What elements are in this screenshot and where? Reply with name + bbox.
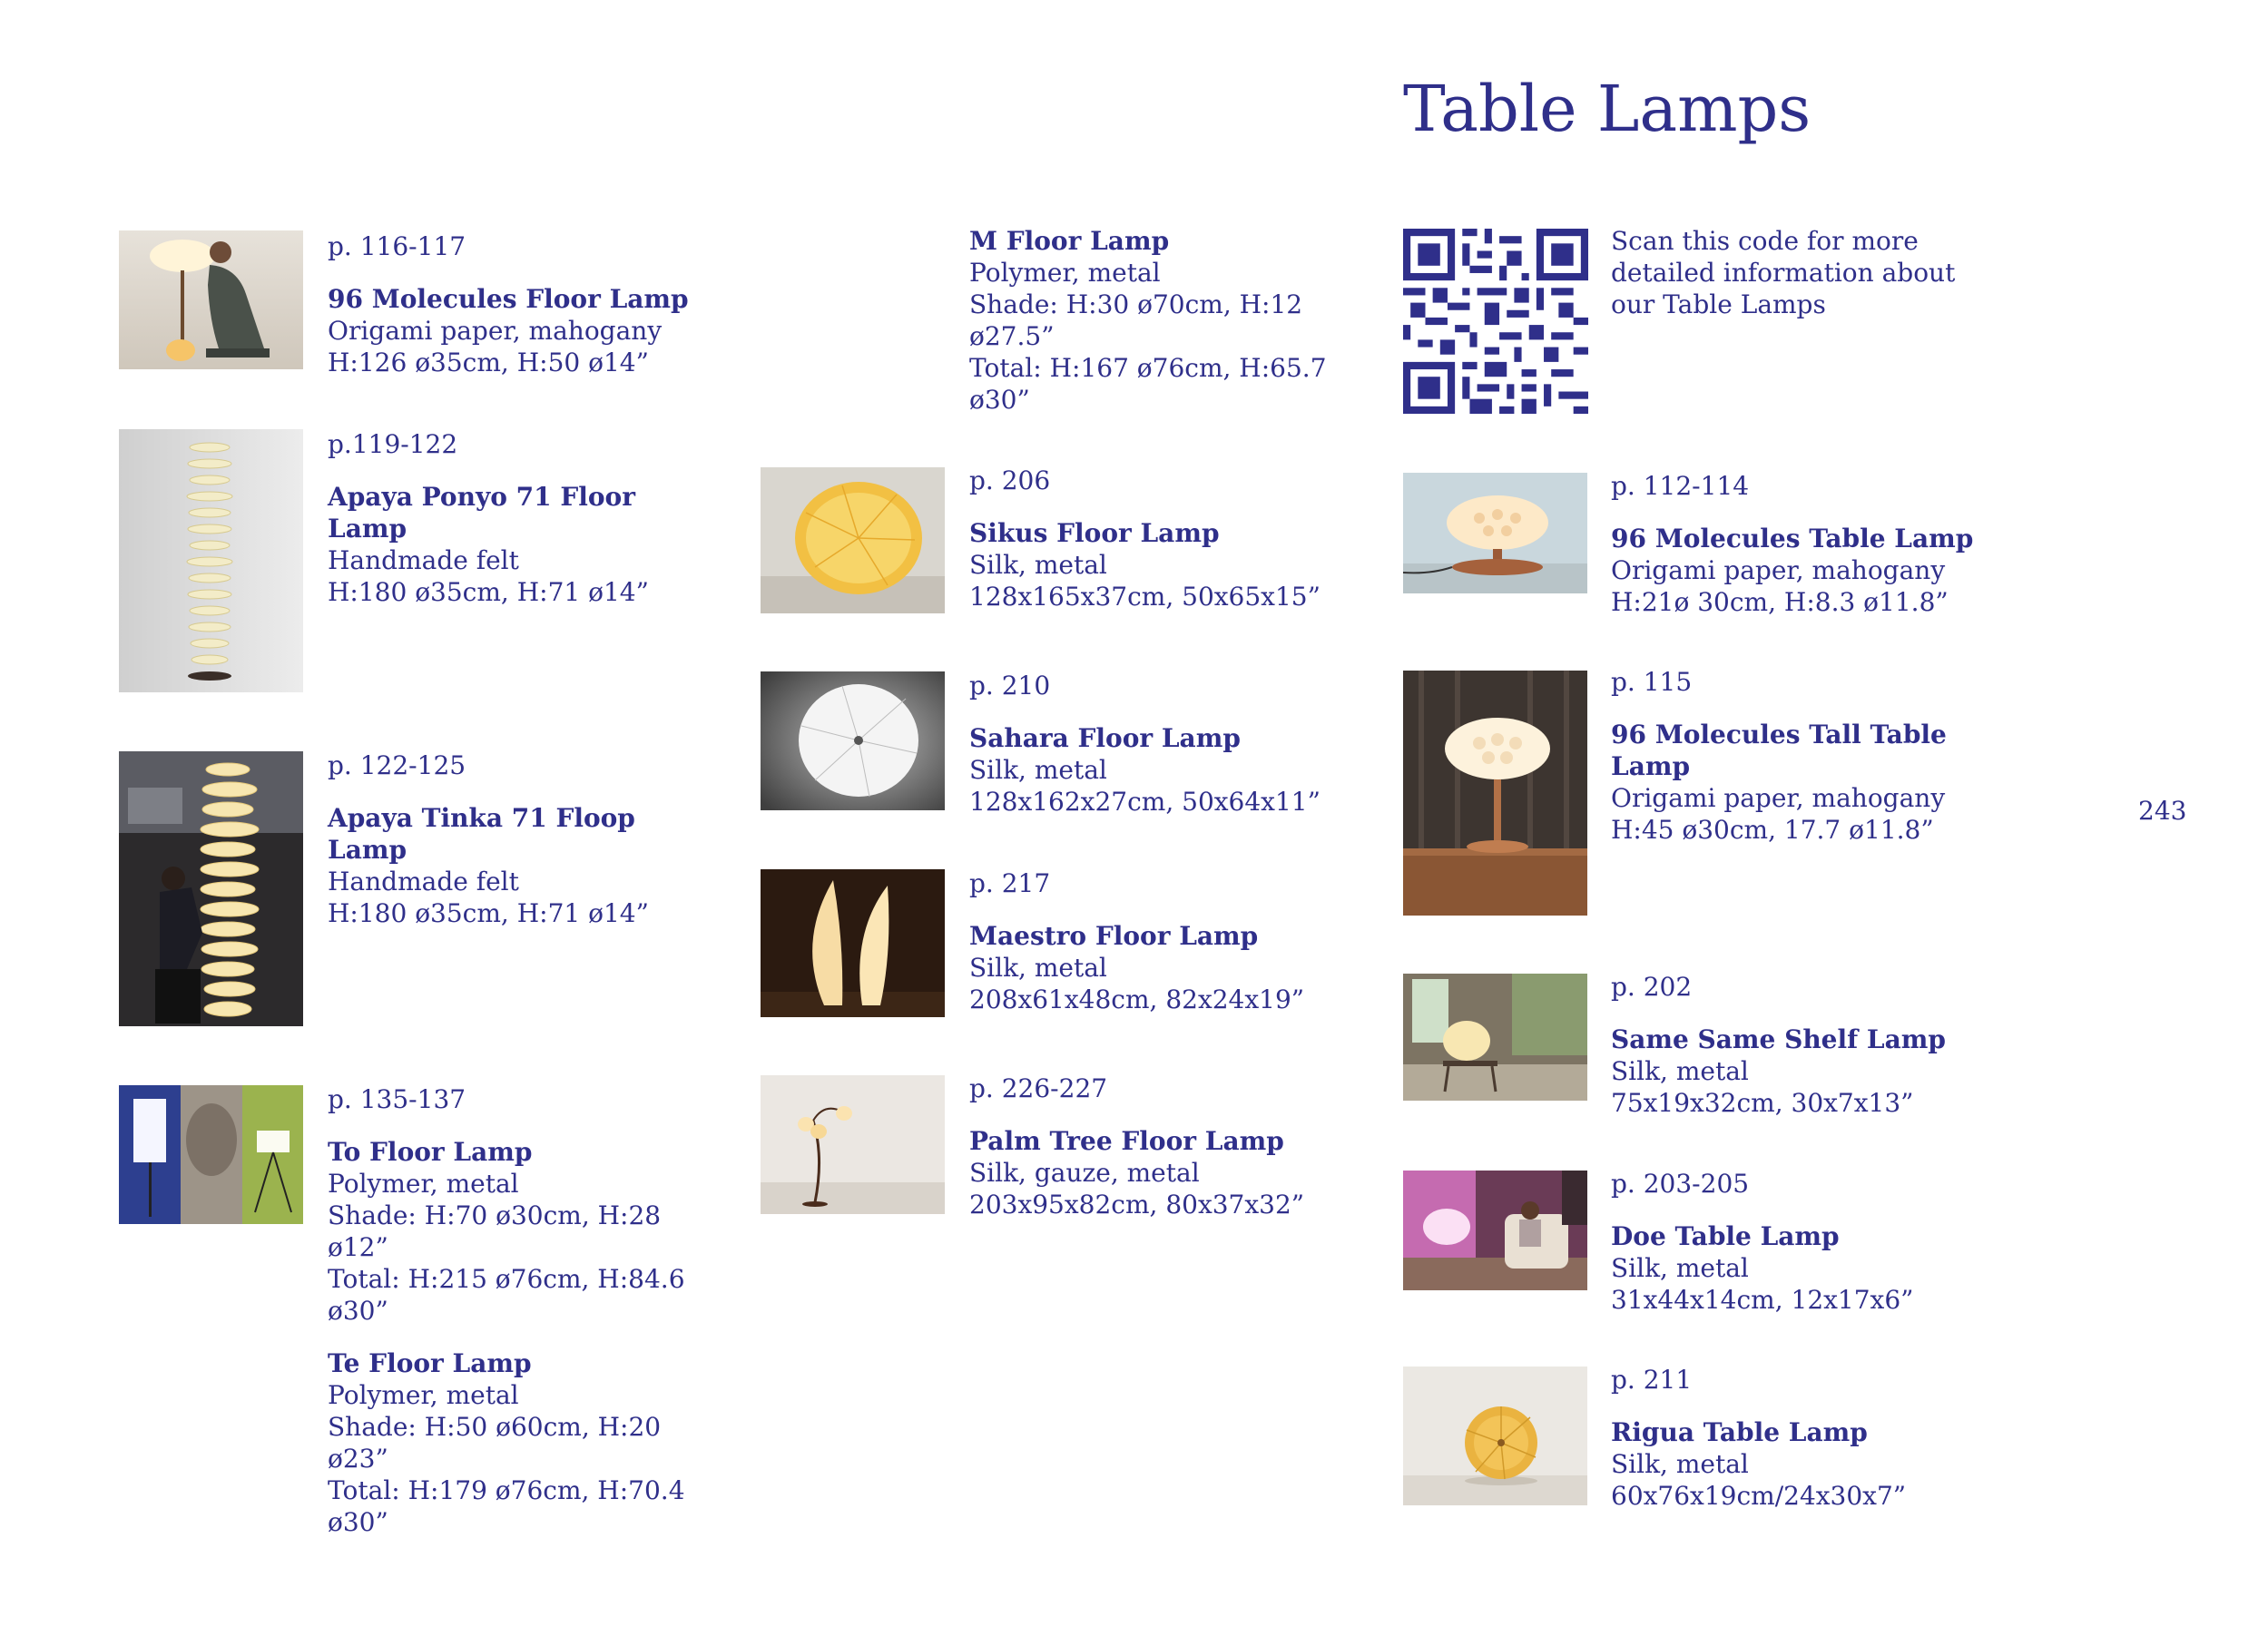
product-name: 96 Molecules Table Lamp: [1611, 524, 1974, 553]
page-reference: p. 211: [1611, 1365, 1693, 1395]
product-material: Silk, metal: [969, 550, 1107, 580]
page-reference: p. 116-117: [328, 231, 466, 261]
product-photo-96-molecules-floor-lamp: [119, 230, 303, 369]
product-photo-96-molecules-tall-table-lamp: [1403, 671, 1587, 916]
product-photo-sikus-floor-lamp: [761, 467, 945, 613]
page-reference: p. 217: [969, 868, 1051, 898]
product-material: Origami paper, mahogany: [1611, 783, 1946, 813]
product-name: Rigua Table Lamp: [1611, 1417, 1868, 1447]
qr-code[interactable]: [1403, 229, 1588, 414]
product-dimensions: Total: H:179 ø76cm, H:70.4: [328, 1475, 685, 1505]
product-name: Doe Table Lamp: [1611, 1221, 1840, 1251]
qr-caption-line: our Table Lamps: [1611, 289, 1826, 319]
product-dimensions: Total: H:167 ø76cm, H:65.7: [969, 353, 1327, 383]
product-material: Silk, metal: [1611, 1253, 1749, 1283]
product-dimensions: 128x165x37cm, 50x65x15”: [969, 582, 1321, 612]
product-photo-doe-table-lamp: [1403, 1171, 1587, 1290]
product-photo-to-te-floor-lamp: [119, 1085, 303, 1224]
product-material: Origami paper, mahogany: [1611, 555, 1946, 585]
product-material: Polymer, metal: [328, 1380, 519, 1410]
product-dimensions: ø30”: [328, 1507, 388, 1537]
product-entry: [969, 1073, 1332, 1220]
product-entry: [1611, 666, 1974, 846]
product-entry: [969, 867, 1332, 1015]
product-material: Polymer, metal: [969, 258, 1161, 288]
product-name: Sahara Floor Lamp: [969, 723, 1241, 753]
product-entry: [1611, 470, 1974, 618]
page-reference: p. 210: [969, 671, 1051, 700]
product-photo-rigua-table-lamp: [1403, 1367, 1587, 1505]
product-name: Apaya Tinka 71 Floop: [328, 803, 635, 833]
product-photo-maestro-floor-lamp: [761, 869, 945, 1017]
product-name: Palm Tree Floor Lamp: [969, 1126, 1284, 1156]
page-reference: p. 122-125: [328, 750, 466, 780]
product-name: Lamp: [328, 835, 407, 865]
product-name: To Floor Lamp: [328, 1137, 533, 1167]
product-photo-96-molecules-table-lamp: [1403, 473, 1587, 593]
product-name: Apaya Ponyo 71 Floor: [328, 482, 635, 512]
page-reference: p. 112-114: [1611, 471, 1750, 501]
product-photo-same-same-shelf-lamp: [1403, 974, 1587, 1101]
qr-caption-line: detailed information about: [1611, 258, 1956, 288]
product-name: Sikus Floor Lamp: [969, 518, 1220, 548]
page-reference: p. 115: [1611, 667, 1693, 697]
product-material: Silk, metal: [1611, 1449, 1749, 1479]
product-entry: [328, 1083, 691, 1538]
product-name: Same Same Shelf Lamp: [1611, 1024, 1946, 1054]
page-number: 243: [2138, 796, 2187, 826]
product-entry: [1611, 971, 1974, 1119]
product-name: Lamp: [1611, 751, 1691, 781]
product-material: Handmade felt: [328, 545, 519, 575]
product-name: M Floor Lamp: [969, 226, 1170, 256]
product-name: Lamp: [328, 514, 407, 544]
product-dimensions: H:180 ø35cm, H:71 ø14”: [328, 898, 649, 928]
product-dimensions: ø12”: [328, 1232, 388, 1262]
product-photo-sahara-floor-lamp: [761, 671, 945, 810]
product-entry: [328, 230, 691, 378]
product-dimensions: Shade: H:70 ø30cm, H:28: [328, 1200, 662, 1230]
product-dimensions: H:180 ø35cm, H:71 ø14”: [328, 577, 649, 607]
product-dimensions: Shade: H:30 ø70cm, H:12: [969, 289, 1303, 319]
page-reference: p. 206: [969, 465, 1051, 495]
product-dimensions: H:21ø 30cm, H:8.3 ø11.8”: [1611, 587, 1949, 617]
product-entry: [969, 225, 1332, 416]
product-dimensions: 203x95x82cm, 80x37x32”: [969, 1190, 1305, 1220]
product-material: Handmade felt: [328, 867, 519, 896]
product-photo-apaya-ponyo-71: [119, 429, 303, 692]
product-photo-apaya-tinka-71: [119, 751, 303, 1026]
product-name: 96 Molecules Tall Table: [1611, 720, 1947, 749]
product-dimensions: ø23”: [328, 1444, 388, 1474]
product-dimensions: H:126 ø35cm, H:50 ø14”: [328, 348, 649, 377]
page-reference: p. 226-227: [969, 1073, 1108, 1103]
product-dimensions: ø30”: [969, 385, 1030, 415]
product-dimensions: 128x162x27cm, 50x64x11”: [969, 787, 1321, 817]
product-dimensions: 60x76x19cm/24x30x7”: [1611, 1481, 1907, 1511]
page-reference: p.119-122: [328, 429, 458, 459]
product-dimensions: Shade: H:50 ø60cm, H:20: [328, 1412, 662, 1442]
product-dimensions: ø27.5”: [969, 321, 1055, 351]
product-dimensions: 208x61x48cm, 82x24x19”: [969, 985, 1305, 1014]
product-entry: [969, 465, 1332, 612]
product-dimensions: Total: H:215 ø76cm, H:84.6: [328, 1264, 685, 1294]
product-entry: [969, 670, 1332, 818]
product-material: Silk, metal: [1611, 1056, 1749, 1086]
product-photo-palm-tree-floor-lamp: [761, 1075, 945, 1214]
page-reference: p. 202: [1611, 972, 1693, 1002]
product-name: Maestro Floor Lamp: [969, 921, 1259, 951]
product-dimensions: ø30”: [328, 1296, 388, 1326]
product-name: 96 Molecules Floor Lamp: [328, 284, 689, 314]
product-name: Te Floor Lamp: [328, 1348, 532, 1378]
product-material: Silk, metal: [969, 755, 1107, 785]
product-dimensions: H:45 ø30cm, 17.7 ø11.8”: [1611, 815, 1934, 845]
page-reference: p. 135-137: [328, 1084, 466, 1114]
product-material: Silk, gauze, metal: [969, 1158, 1200, 1188]
product-dimensions: 75x19x32cm, 30x7x13”: [1611, 1088, 1914, 1118]
product-entry: [328, 428, 691, 608]
product-entry: [1611, 1168, 1974, 1316]
product-entry: [328, 749, 691, 929]
product-material: Polymer, metal: [328, 1169, 519, 1199]
page-title: Table Lamps: [1403, 72, 1811, 146]
qr-caption: [1611, 225, 1956, 320]
product-material: Silk, metal: [969, 953, 1107, 983]
product-dimensions: 31x44x14cm, 12x17x6”: [1611, 1285, 1914, 1315]
product-material: Origami paper, mahogany: [328, 316, 663, 346]
qr-caption-line: Scan this code for more: [1611, 226, 1919, 256]
page-reference: p. 203-205: [1611, 1169, 1750, 1199]
product-entry: [1611, 1364, 1974, 1512]
